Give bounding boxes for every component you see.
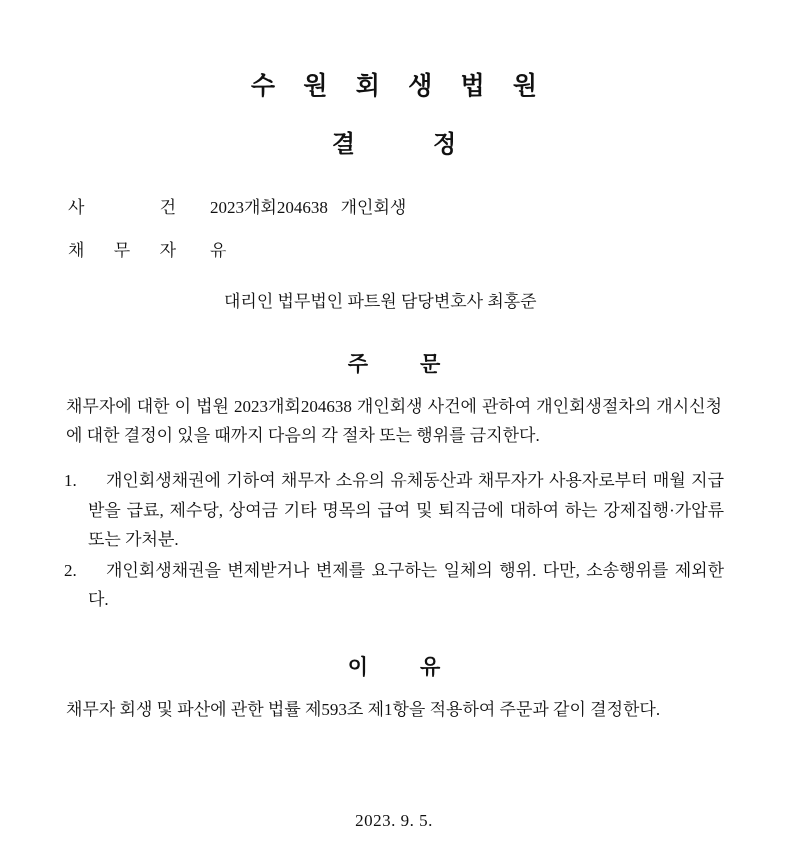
list-item	[64, 556, 724, 614]
list-item-number: 1.	[64, 471, 77, 491]
document-type-right: 정	[433, 132, 457, 158]
document-type-heading	[64, 124, 724, 159]
debtor-label	[64, 236, 210, 261]
list-item-text: 개인회생채권을 변제받거나 변제를 요구하는 일체의 행위. 다만, 소송행위를 제외한다.	[88, 561, 724, 610]
debtor-label-char: 자	[159, 241, 176, 260]
main-text-heading	[64, 348, 724, 378]
debtor-label-char: 무	[113, 241, 131, 260]
reason-heading-right: 유	[420, 654, 441, 679]
list-item-number: 2.	[64, 561, 77, 581]
meta-row	[64, 236, 724, 261]
case-metadata	[64, 193, 724, 261]
main-paragraph: 채무자에 대한 이 법원 2023개회204638 개인회생 사건에 관하여 개인회생절차의 개시신청에 대한 결정이 있을 때까지 다음의 각 절차 또는 행위를 금지한다.	[66, 397, 722, 446]
meta-row	[64, 193, 724, 218]
case-label	[64, 193, 210, 218]
main-heading-right: 문	[420, 352, 441, 376]
document-page	[0, 66, 788, 868]
case-label-char: 사	[68, 198, 85, 217]
debtor-label-char: 채	[68, 241, 85, 260]
court-title: 수 원 회 생 법 원	[250, 73, 549, 100]
reason-heading	[64, 651, 724, 681]
case-label-char: 건	[159, 198, 176, 217]
list-item-text: 개인회생채권에 기하여 채무자 소유의 유체동산과 채무자가 사용자로부터 매월 지급받을 급료, 제수당, 상여금 기타 명목의 급여 및 퇴직금에 대하여 하는 강제집행·가압류 또는 가처분.	[88, 471, 724, 549]
case-number-value: 2023개회204638 개인회생	[210, 198, 407, 217]
document-type-left: 결	[331, 132, 355, 158]
debtor-name-value: 유	[210, 241, 227, 260]
decision-date: 2023. 9. 5.	[355, 811, 433, 830]
prohibition-list	[64, 466, 724, 614]
main-heading-left: 주	[347, 352, 368, 376]
legal-representative-line: 대리인 법무법인 파트원 담당변호사 최홍준	[224, 292, 537, 311]
list-item	[64, 466, 724, 554]
reason-heading-left: 이	[347, 654, 368, 679]
reason-paragraph: 채무자 회생 및 파산에 관한 법률 제593조 제1항을 적용하여 주문과 같이 결정한다.	[66, 699, 661, 719]
